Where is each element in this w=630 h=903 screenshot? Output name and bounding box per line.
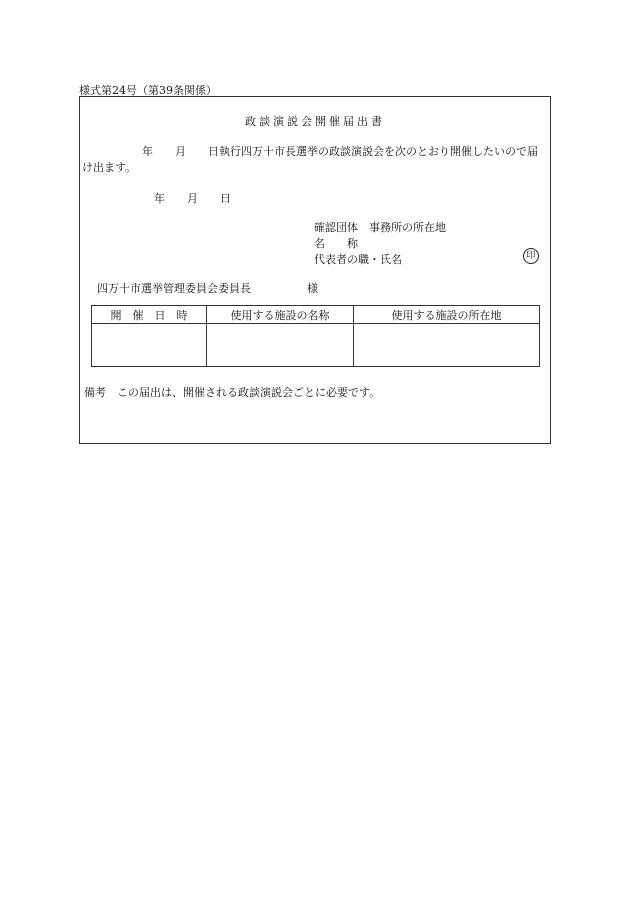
cell-datetime[interactable] (92, 324, 207, 367)
header-facility-name: 使用する施設の名称 (207, 306, 354, 324)
representative-label: 代表者の職・氏名 (314, 253, 402, 266)
body-text-line-1: 年 月 日執行四万十市長選挙の政談演説会を次のとおり開催したいので届 (142, 145, 538, 158)
form-title: 政談演説会開催届出書 (245, 115, 385, 128)
cell-facility-location[interactable] (354, 324, 540, 367)
header-facility-location: 使用する施設の所在地 (354, 306, 540, 324)
recipient: 四万十市選挙管理委員会委員長 (97, 282, 251, 295)
date-line: 年 月 日 (154, 192, 231, 205)
organization-address-label: 確認団体 事務所の所在地 (314, 221, 446, 234)
venue-table (91, 305, 540, 367)
cell-facility-name[interactable] (207, 324, 354, 367)
body-text-line-2: け出ます。 (82, 161, 137, 174)
table-header-row (92, 306, 540, 324)
form-frame (79, 96, 551, 444)
organization-name-label: 名 称 (314, 237, 358, 250)
seal-mark: 印 (523, 248, 539, 264)
remark: 備考 この届出は、開催される政談演説会ごとに必要です。 (84, 386, 381, 399)
form-number: 様式第24号（第39条関係） (79, 84, 217, 97)
recipient-honorific: 様 (307, 282, 318, 295)
table-row (92, 324, 540, 367)
header-datetime: 開 催 日 時 (92, 306, 207, 324)
